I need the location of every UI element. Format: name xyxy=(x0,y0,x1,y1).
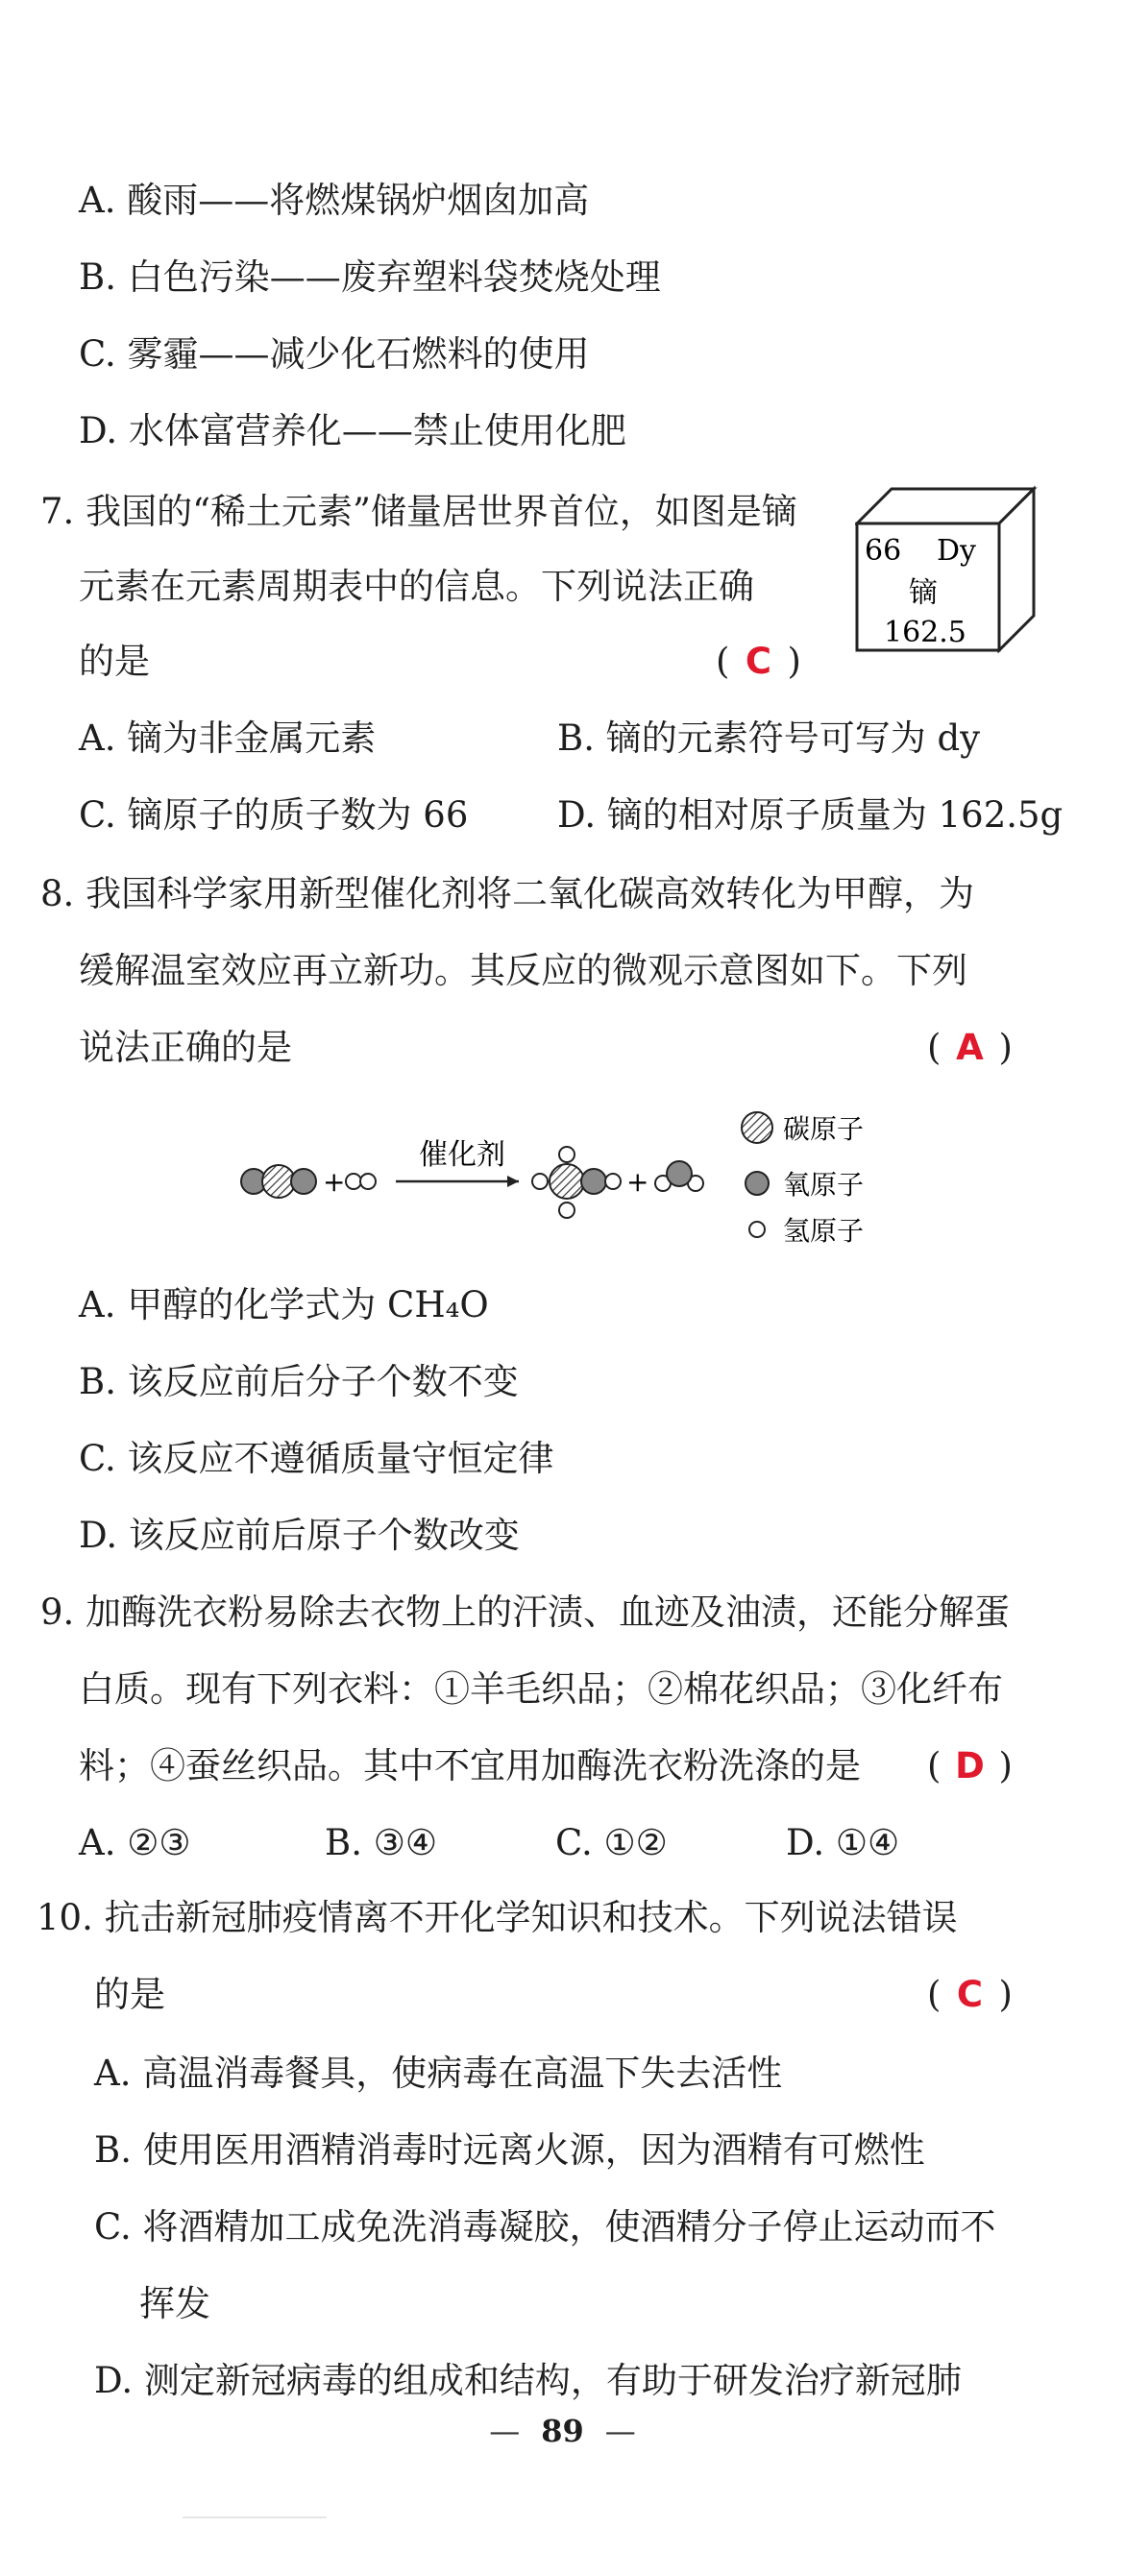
q8-option-d: D. 该反应前后原子个数改变 xyxy=(79,1515,520,1556)
q9-answer: D xyxy=(955,1745,985,1786)
q7-stem-line3: 的是 xyxy=(79,641,150,682)
q10-option-a: A. 高温消毒餐具，使病毒在高温下失去活性 xyxy=(94,2053,783,2094)
element-dy-tile xyxy=(855,485,1038,653)
q8-answer-bracket: ( A ) xyxy=(927,1024,1013,1072)
reaction-diagram xyxy=(231,1105,730,1239)
q9-stem-line1: 9. 加酶洗衣粉易除去衣物上的汗渍、血迹及油渍，还能分解蛋 xyxy=(40,1592,1011,1633)
element-number: 66 xyxy=(865,534,902,568)
atom-legend xyxy=(740,1105,932,1249)
q10-answer-bracket: ( C ) xyxy=(927,1971,1013,2019)
h2-molecule xyxy=(346,1174,376,1189)
q8-stem-line1: 8. 我国科学家用新型催化剂将二氧化碳高效转化为甲醇，为 xyxy=(40,873,975,914)
legend-hydrogen: 氢原子 xyxy=(783,1215,865,1247)
q10-option-c: C. 将酒精加工成免洗消毒凝胶，使酒精分子停止运动而不 xyxy=(94,2206,996,2248)
methanol-molecule xyxy=(532,1147,621,1218)
element-mass: 162.5 xyxy=(884,616,966,649)
q6-option-a: A. 酸雨——将燃煤锅炉烟囱加高 xyxy=(79,180,590,221)
q9-stem-line3: 料；④蚕丝织品。其中不宜用加酶洗衣粉洗涤的是 xyxy=(79,1745,861,1786)
q8-stem-line2: 缓解温室效应再立新功。其反应的微观示意图如下。下列 xyxy=(79,950,967,991)
q10-option-d: D. 测定新冠病毒的组成和结构，有助于研发治疗新冠肺 xyxy=(94,2360,962,2401)
carbon-atom-icon xyxy=(742,1112,772,1143)
q6-option-b: B. 白色污染——废弃塑料袋焚烧处理 xyxy=(79,256,661,298)
plus-sign-1: + xyxy=(323,1166,346,1198)
element-symbol: Dy xyxy=(937,534,977,568)
q7-option-b: B. 镝的元素符号可写为 dy xyxy=(557,717,981,759)
q7-option-a: A. 镝为非金属元素 xyxy=(79,717,377,759)
q7-stem-line2: 元素在元素周期表中的信息。下列说法正确 xyxy=(79,566,754,607)
q8-stem-line3: 说法正确的是 xyxy=(79,1027,292,1068)
q7-option-d: D. 镝的相对原子质量为 162.5g xyxy=(557,794,1064,836)
q7-answer-bracket: ( C ) xyxy=(716,638,801,686)
q10-answer: C xyxy=(956,1974,984,2015)
q8-option-b: B. 该反应前后分子个数不变 xyxy=(79,1361,519,1402)
q9-option-c: C. ①② xyxy=(555,1822,668,1863)
q9-stem-line2: 白质。现有下列衣料：①羊毛织品；②棉花织品；③化纤布 xyxy=(79,1668,1003,1710)
q10-option-b: B. 使用医用酒精消毒时远离火源，因为酒精有可燃性 xyxy=(94,2129,925,2171)
catalyst-label: 催化剂 xyxy=(419,1138,505,1172)
page-number: — 89 — xyxy=(489,2413,636,2449)
q6-option-c: C. 雾霾——减少化石燃料的使用 xyxy=(79,333,590,375)
q9-option-d: D. ①④ xyxy=(786,1822,900,1863)
hydrogen-atom-icon xyxy=(749,1222,765,1237)
plus-sign-2: + xyxy=(626,1166,649,1198)
legend-carbon: 碳原子 xyxy=(783,1113,865,1145)
q7-option-c: C. 镝原子的质子数为 66 xyxy=(79,794,469,836)
q9-option-a: A. ②③ xyxy=(79,1822,191,1863)
q7-answer: C xyxy=(745,641,772,682)
q8-answer: A xyxy=(956,1027,984,1068)
q6-option-d: D. 水体富营养化——禁止使用化肥 xyxy=(79,410,626,451)
q8-option-c: C. 该反应不遵循质量守恒定律 xyxy=(79,1438,554,1479)
h2o-molecule xyxy=(655,1161,703,1191)
q10-stem-line2: 的是 xyxy=(94,1974,165,2015)
q9-answer-bracket: ( D ) xyxy=(927,1742,1013,1790)
oxygen-atom-icon xyxy=(746,1172,769,1195)
q10-option-c-cont: 挥发 xyxy=(139,2283,210,2324)
q9-option-b: B. ③④ xyxy=(325,1822,438,1863)
bottom-rule xyxy=(183,2516,327,2518)
co2-molecule xyxy=(241,1165,316,1198)
q7-stem-line1: 7. 我国的“稀土元素”储量居世界首位，如图是镝 xyxy=(40,491,797,532)
q10-stem-line1: 10. 抗击新冠肺疫情离不开化学知识和技术。下列说法错误 xyxy=(37,1897,958,1938)
element-name: 镝 xyxy=(909,576,938,610)
q8-option-a: A. 甲醇的化学式为 CH₄O xyxy=(79,1284,489,1325)
legend-oxygen: 氧原子 xyxy=(783,1169,865,1201)
